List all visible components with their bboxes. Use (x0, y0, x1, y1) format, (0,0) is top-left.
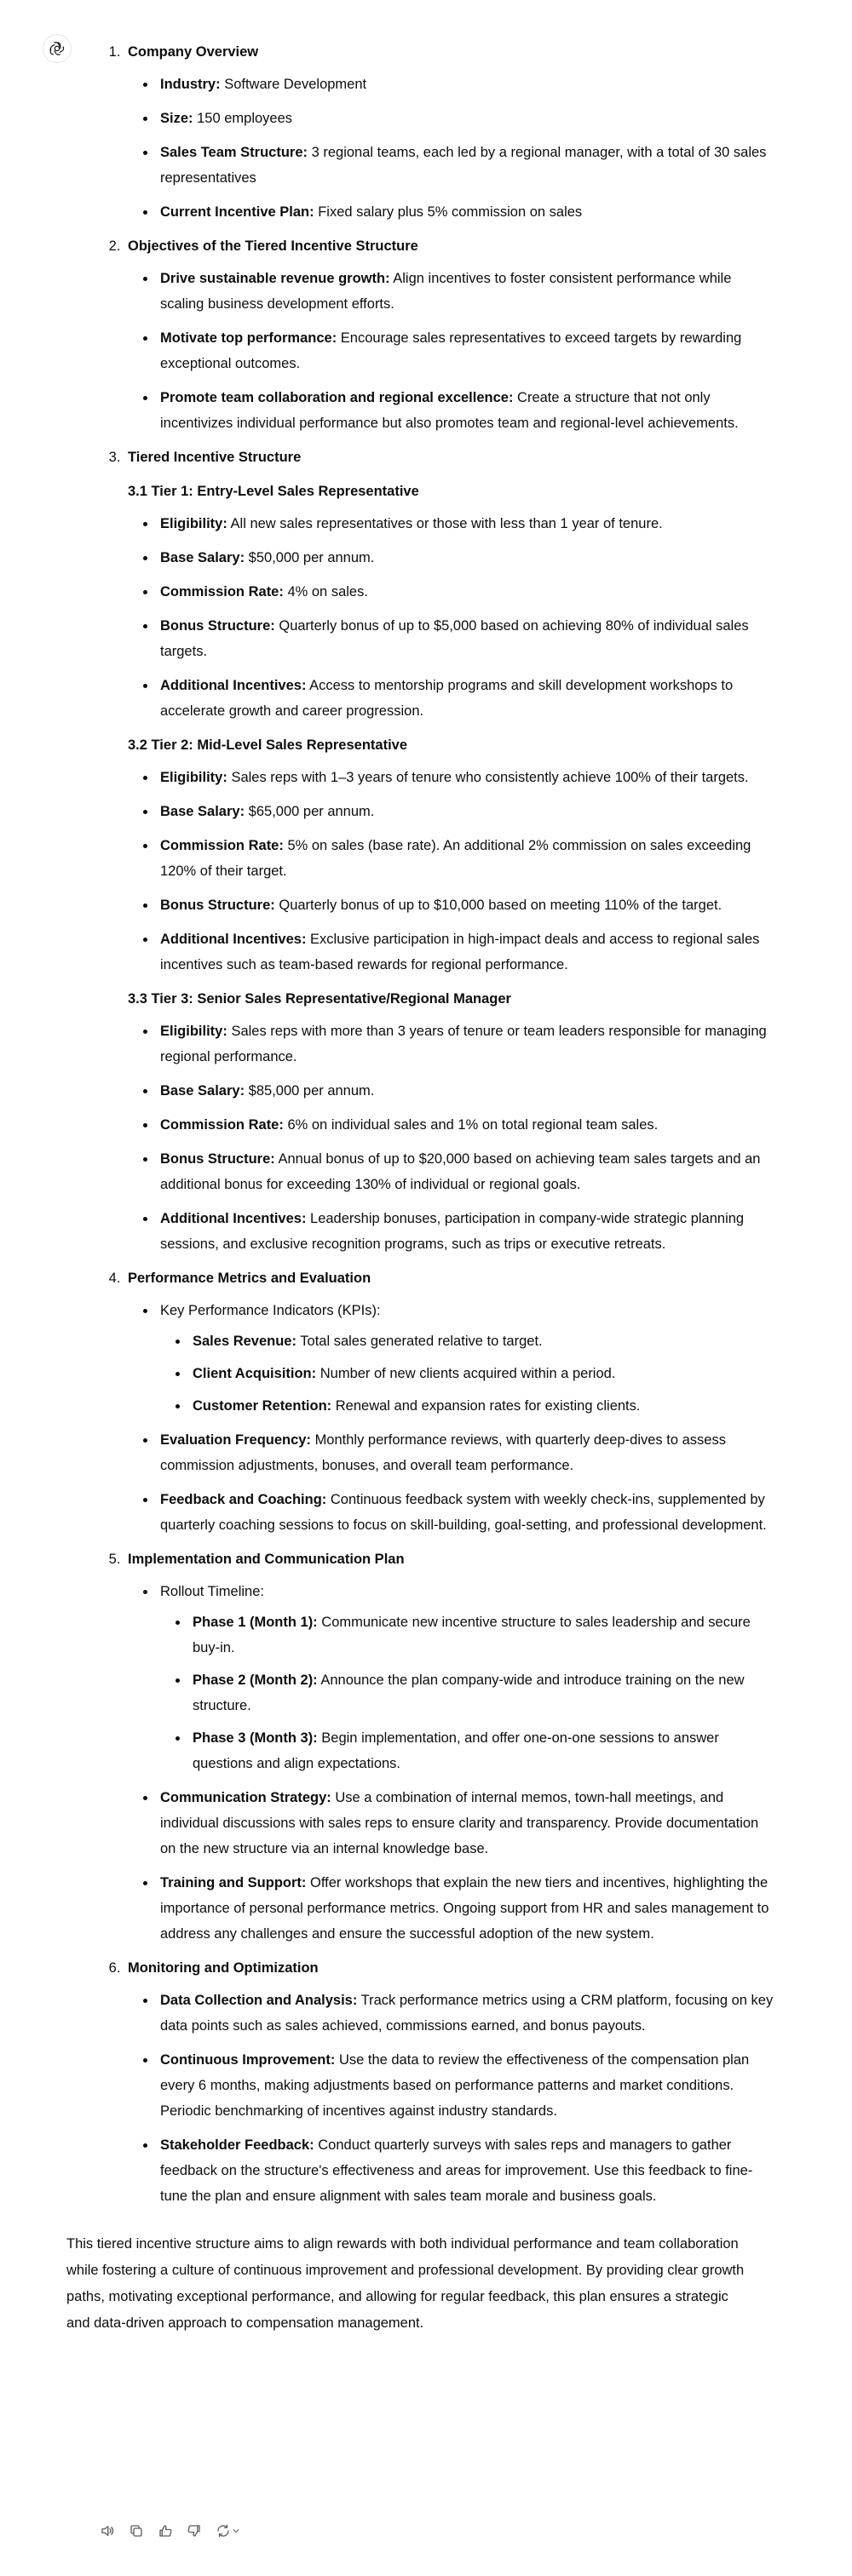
section-implementation (124, 1546, 777, 1947)
copy-icon (129, 2523, 144, 2539)
regenerate-button[interactable] (211, 2519, 245, 2543)
list-item: • Continuous Improvement: Use the data to review the effectiveness of the compensation plan every 6 months, making adjustments based on performance patterns and market conditions. Periodic benchmarking of incentives against industry standards. (157, 2047, 777, 2124)
list-item: • Industry: Software Development (157, 72, 777, 97)
assistant-avatar (43, 34, 72, 63)
list-item: • Commission Rate: 6% on individual sales and 1% on total regional team sales. (157, 1112, 777, 1138)
list-item: • Eligibility: All new sales representatives or those with less than 1 year of tenure. (157, 511, 777, 536)
assistant-message (66, 39, 777, 2337)
list-item: • Bonus Structure: Annual bonus of up to $20,000 based on achieving team sales targets and an additional bonus for exceeding 130% of individual or regional goals. (157, 1146, 777, 1197)
message-actions (95, 2519, 245, 2543)
list-item: • Client Acquisition: Number of new clients acquired within a period. (189, 1361, 777, 1386)
list-item: • Phase 1 (Month 1): Communicate new incentive structure to sales leadership and secure buy-in. (189, 1609, 777, 1661)
list-item: • Motivate top performance: Encourage sales representatives to exceed targets by rewarding exceptional outcomes. (157, 325, 777, 376)
list-item: • Feedback and Coaching: Continuous feedback system with weekly check-ins, supplemented by quarterly coaching sessions to focus on skill-building, goal-setting, and professional development. (157, 1487, 777, 1538)
list-item: • Promote team collaboration and regional excellence: Create a structure that not only incentivizes individual performance but also promotes team and regional-level achievements. (157, 385, 777, 436)
list-item: • Phase 2 (Month 2): Announce the plan company-wide and introduce training on the new structure. (189, 1667, 777, 1718)
read-aloud-icon (100, 2523, 115, 2539)
list-item: • Eligibility: Sales reps with more than 3 years of tenure or team leaders responsible for managing regional performance. (157, 1018, 777, 1070)
list-item: • Communication Strategy: Use a combination of internal memos, town-hall meetings, and individual discussions with sales reps to ensure clarity and transparency. Provide documentation on the new structure via an internal knowledge base. (157, 1785, 777, 1862)
list-item: • Commission Rate: 4% on sales. (157, 579, 777, 605)
section-tiered-structure (124, 445, 777, 1257)
thumbs-up-button[interactable] (153, 2519, 177, 2543)
tier-1-title: 3.1 Tier 1: Entry-Level Sales Representative (128, 484, 419, 499)
read-aloud-button[interactable] (95, 2519, 119, 2543)
list-item: • Drive sustainable revenue growth: Align incentives to foster consistent performance while scaling business development efforts. (157, 266, 777, 317)
list-item: • Current Incentive Plan: Fixed salary plus 5% commission on sales (157, 199, 777, 225)
tier-3-title: 3.3 Tier 3: Senior Sales Representative/Regional Manager (128, 991, 511, 1007)
section-title: 3. Tiered Incentive Structure (128, 450, 302, 465)
list-item: • Sales Revenue: Total sales generated relative to target. (189, 1328, 777, 1354)
thumbs-up-icon (158, 2523, 173, 2539)
list-item: • Sales Team Structure: 3 regional teams, each led by a regional manager, with a total of 30 sales representatives (157, 140, 777, 191)
section-company-overview (124, 39, 777, 225)
section-monitoring (124, 1955, 777, 2209)
list-item: • Base Salary: $65,000 per annum. (157, 799, 777, 824)
list-item: • Phase 3 (Month 3): Begin implementation, and offer one-on-one sessions to answer questions and align expectations. (189, 1725, 777, 1776)
tier-2-title: 3.2 Tier 2: Mid-Level Sales Representative (128, 737, 408, 753)
list-item: • Data Collection and Analysis: Track performance metrics using a CRM platform, focusing on key data points such as sales achieved, commissions earned, and bonus payouts. (157, 1988, 777, 2039)
copy-button[interactable] (124, 2519, 148, 2543)
list-item: • Training and Support: Offer workshops that explain the new tiers and incentives, highlighting the importance of personal performance metrics. Ongoing support from HR and sales management to address any challenges and ensure the successful adoption of the new system. (157, 1870, 777, 1947)
list-item: • Additional Incentives: Exclusive participation in high-impact deals and access to regional sales incentives such as team-based rewards for regional performance. (157, 927, 777, 978)
list-item: • Size: 150 employees (157, 106, 777, 131)
section-performance-metrics (124, 1265, 777, 1538)
section-title: 1. Company Overview (128, 44, 259, 60)
thumbs-down-icon (187, 2523, 202, 2539)
list-item: • Bonus Structure: Quarterly bonus of up to $10,000 based on meeting 110% of the target. (157, 892, 777, 918)
list-item: • Stakeholder Feedback: Conduct quarterly surveys with sales reps and managers to gather feedback on the structure's effectiveness and areas for improvement. Use this feedback to fine-tune the plan and ensure alignment with sales team morale and business goals. (157, 2132, 777, 2209)
list-item: • Additional Incentives: Access to mentorship programs and skill development workshops to accelerate growth and career progression. (157, 673, 777, 724)
rollout-label: Rollout Timeline: (160, 1584, 264, 1599)
kpi-label: Key Performance Indicators (KPIs): (160, 1303, 381, 1318)
thumbs-down-button[interactable] (182, 2519, 206, 2543)
list-item (157, 1579, 777, 1776)
section-title: 2. Objectives of the Tiered Incentive Structure (128, 238, 418, 254)
list-item: • Bonus Structure: Quarterly bonus of up to $5,000 based on achieving 80% of individual sales targets. (157, 613, 777, 664)
regenerate-icon (216, 2523, 231, 2539)
list-item: • Evaluation Frequency: Monthly performance reviews, with quarterly deep-dives to assess commission adjustments, bonuses, and overall team performance. (157, 1427, 777, 1478)
list-item (157, 1298, 777, 1419)
chevron-down-icon (231, 2526, 241, 2536)
openai-logo-icon (49, 40, 66, 57)
section-list (95, 39, 777, 2209)
section-objectives (124, 233, 777, 436)
list-item: • Customer Retention: Renewal and expansion rates for existing clients. (189, 1393, 777, 1419)
section-title: 5. Implementation and Communication Plan (128, 1552, 405, 1567)
list-item: • Base Salary: $50,000 per annum. (157, 545, 777, 571)
closing-paragraph: This tiered incentive structure aims to align rewards with both individual performance and team collaboration while fostering a culture of continuous improvement and professional development. By providing clear growth paths, motivating exceptional performance, and allowing for regular feedback, this plan ensures a strategic and data-driven approach to compensation management. (66, 2236, 745, 2331)
list-item: • Commission Rate: 5% on sales (base rate). An additional 2% commission on sales exceeding 120% of their target. (157, 833, 777, 884)
section-title: 4. Performance Metrics and Evaluation (128, 1271, 371, 1286)
list-item: • Eligibility: Sales reps with 1–3 years of tenure who consistently achieve 100% of their targets. (157, 765, 777, 790)
list-item: • Base Salary: $85,000 per annum. (157, 1078, 777, 1104)
list-item: • Additional Incentives: Leadership bonuses, participation in company-wide strategic planning sessions, and exclusive recognition programs, such as trips or executive retreats. (157, 1206, 777, 1257)
section-title: 6. Monitoring and Optimization (128, 1960, 319, 1976)
